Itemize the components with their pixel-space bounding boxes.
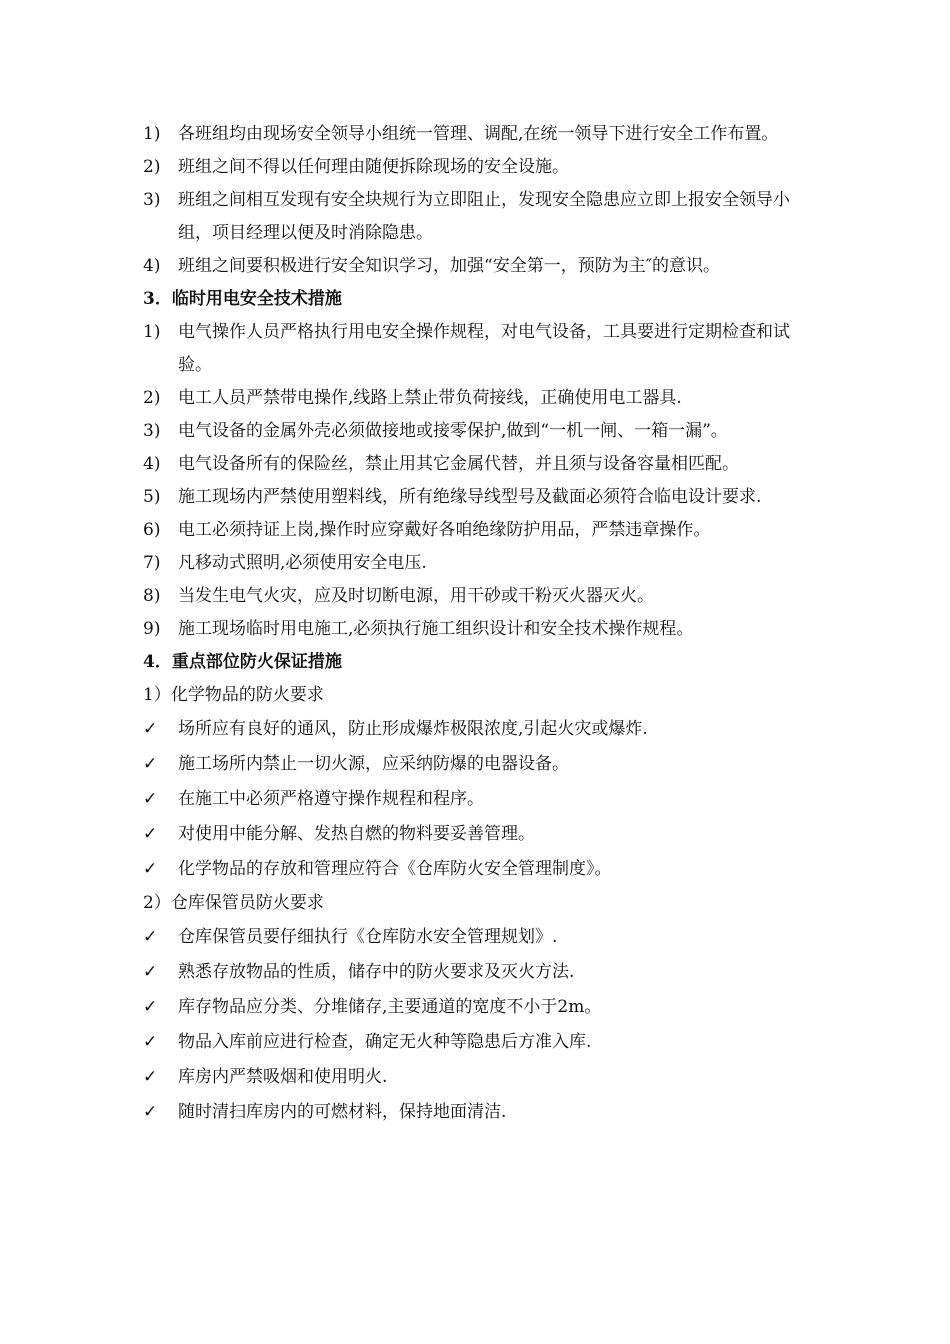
list-item — [143, 1025, 823, 1060]
item-text: 化学物品的存放和管理应符合《仓库防火安全管理制度》。 — [178, 859, 612, 879]
check-icon: ✓ — [143, 859, 158, 879]
item-number: 1) — [143, 124, 161, 144]
item-text: 仓库保管员要仔细执行《仓库防水安全管理规划》. — [178, 927, 558, 947]
list-item — [143, 415, 823, 448]
item-number: 9) — [143, 619, 161, 639]
list-item — [143, 920, 823, 955]
item-number: 4) — [143, 454, 161, 474]
list-item — [143, 955, 823, 990]
list-item — [143, 547, 823, 580]
list-item — [143, 151, 823, 184]
item-text: 当发生电气火灾，应及时切断电源，用干砂或干粉灭火器灭火。 — [178, 586, 654, 606]
item-number: 1) — [143, 322, 161, 342]
item-number: 2) — [143, 157, 161, 177]
item-number: 2) — [143, 388, 161, 408]
group-rules-list — [143, 118, 823, 283]
check-icon: ✓ — [143, 997, 158, 1017]
subsection-title: 1）化学物品的防火要求 — [143, 685, 324, 705]
check-icon: ✓ — [143, 719, 158, 739]
list-item — [143, 118, 823, 151]
list-item — [143, 448, 823, 481]
item-text: 库存物品应分类、分堆储存,主要通道的宽度不小于2m。 — [178, 997, 602, 1017]
item-number: 3) — [143, 190, 161, 210]
item-number: 8) — [143, 586, 161, 606]
chemical-fire-list — [143, 712, 823, 887]
list-item — [143, 250, 823, 283]
item-text: 随时清扫库房内的可燃材料，保持地面清洁. — [178, 1102, 507, 1122]
subsection-title: 2）仓库保管员防火要求 — [143, 893, 324, 913]
item-text: 场所应有良好的通风，防止形成爆炸极限浓度,引起火灾或爆炸. — [178, 719, 648, 739]
item-text: 电工人员严禁带电操作,线路上禁止带负荷接线，正确使用电工器具. — [178, 388, 682, 408]
check-icon: ✓ — [143, 1032, 158, 1052]
check-icon: ✓ — [143, 754, 158, 774]
item-text: 熟悉存放物品的性质，储存中的防火要求及灭火方法. — [178, 962, 575, 982]
electrical-safety-list — [143, 316, 823, 646]
item-text: 电气设备所有的保险丝，禁止用其它金属代替，并且须与设备容量相匹配。 — [178, 454, 739, 474]
item-text: 施工现场临时用电施工,必须执行施工组织设计和安全技术操作规程。 — [178, 619, 694, 639]
check-icon: ✓ — [143, 1067, 158, 1087]
item-text: 班组之间相互发现有安全块规行为立即阻止，发现安全隐患应立即上报安全领导小组，项目经理以便及时消除隐患。 — [178, 190, 790, 243]
document-body — [143, 118, 823, 1130]
list-item — [143, 580, 823, 613]
item-text: 电工必须持证上岗,操作时应穿戴好各咱绝缘防护用品，严禁违章操作。 — [178, 520, 711, 540]
item-text: 库房内严禁吸烟和使用明火. — [178, 1067, 388, 1087]
list-item — [143, 1095, 823, 1130]
item-text: 施工现场内严禁使用塑料线，所有绝缘导线型号及截面必须符合临电设计要求. — [178, 487, 762, 507]
item-text: 在施工中必须严格遵守操作规程和程序。 — [178, 789, 484, 809]
item-text: 对使用中能分解、发热自燃的物料要妥善管理。 — [178, 824, 535, 844]
list-item — [143, 514, 823, 547]
item-text: 班组之间要积极进行安全知识学习，加强“安全第一，预防为主″的意识。 — [178, 256, 721, 276]
list-item — [143, 481, 823, 514]
list-item — [143, 747, 823, 782]
check-icon: ✓ — [143, 824, 158, 844]
item-number: 5) — [143, 487, 161, 507]
list-item — [143, 782, 823, 817]
list-item — [143, 613, 823, 646]
check-icon: ✓ — [143, 1102, 158, 1122]
item-text: 各班组均由现场安全领导小组统一管理、调配,在统一领导下进行安全工作布置。 — [178, 124, 779, 144]
section-heading: 4．重点部位防火保证措施 — [143, 652, 342, 672]
item-number: 3) — [143, 421, 161, 441]
list-item — [143, 1060, 823, 1095]
list-item — [143, 382, 823, 415]
list-item — [143, 817, 823, 852]
section-heading: 3．临时用电安全技术措施 — [143, 289, 342, 309]
item-number: 7) — [143, 553, 161, 573]
list-item — [143, 990, 823, 1025]
item-text: 电气设备的金属外壳必须做接地或接零保护,做到“一机一闸、一箱一漏”。 — [178, 421, 728, 441]
item-text: 凡移动式照明,必须使用安全电压. — [178, 553, 427, 573]
list-item — [143, 184, 823, 250]
check-icon: ✓ — [143, 927, 158, 947]
list-item — [143, 712, 823, 747]
item-text: 施工场所内禁止一切火源，应采纳防爆的电器设备。 — [178, 754, 569, 774]
check-icon: ✓ — [143, 962, 158, 982]
list-item — [143, 316, 823, 382]
item-text: 班组之间不得以任何理由随便拆除现场的安全设施。 — [178, 157, 569, 177]
item-number: 6) — [143, 520, 161, 540]
warehouse-fire-list — [143, 920, 823, 1130]
list-item — [143, 852, 823, 887]
item-text: 物品入库前应进行检查，确定无火种等隐患后方准入库. — [178, 1032, 592, 1052]
check-icon: ✓ — [143, 789, 158, 809]
item-text: 电气操作人员严格执行用电安全操作规程，对电气设备，工具要进行定期检查和试验。 — [178, 322, 790, 375]
item-number: 4) — [143, 256, 161, 276]
